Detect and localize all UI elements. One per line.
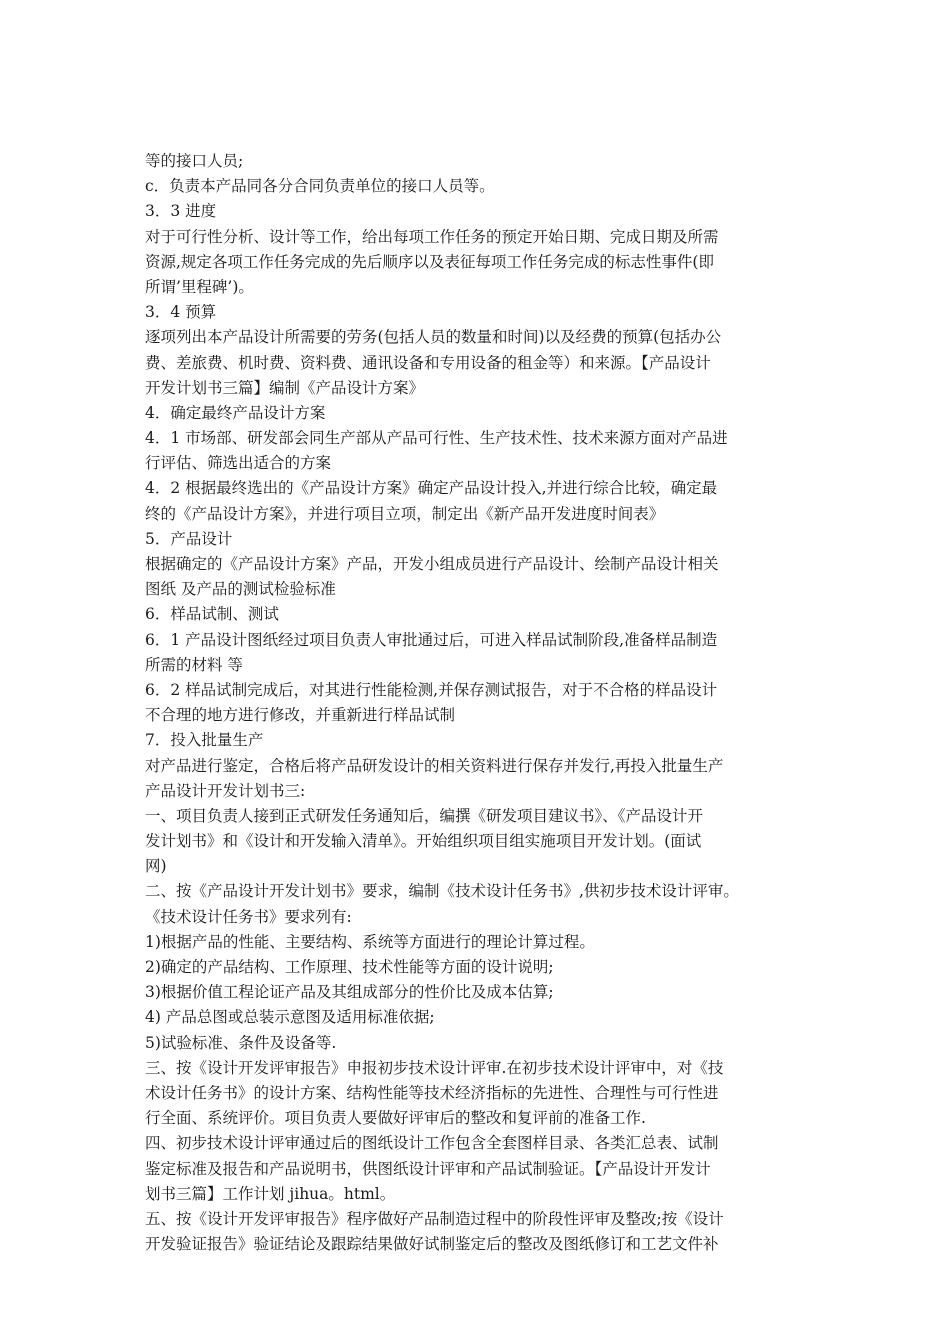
text-line: 资源,规定各项工作任务完成的先后顺序以及表征每项工作任务完成的标志性事件(即 [145,252,714,271]
text-line: 4) 产品总图或总装示意图及适用标准依据; [145,1008,435,1027]
text-line: 图纸 及产品的测试检验标准 [145,580,336,599]
text-line: 行全面、系统评价。项目负责人要做好评审后的整改和复评前的准备工作. [145,1109,646,1128]
text-line: 术设计任务书》的设计方案、结构性能等技术经济指标的先进性、合理性与可行性进 [145,1083,719,1102]
text-line: 行评估、筛选出适合的方案 [145,454,332,473]
text-line: 3．3 进度 [145,202,217,221]
text-line: 对于可行性分析、设计等工作，给出每项工作任务的预定开始日期、完成日期及所需 [145,227,719,246]
text-line: 开发计划书三篇】编制《产品设计方案》 [145,378,425,397]
text-line: 网) [145,857,167,876]
text-line: 终的《产品设计方案》，并进行项目立项，制定出《新产品开发进度时间表》 [145,504,665,523]
text-line: c．负责本产品同各分合同负责单位的接口人员等。 [145,177,495,196]
text-line: 产品设计开发计划书三: [145,781,306,800]
text-line: 3)根据价值工程论证产品及其组成部分的性价比及成本估算; [145,983,554,1002]
text-line: 等的接口人员; [145,152,244,170]
text-line: 《技术设计任务书》要求列有: [145,907,352,926]
text-line: 五、按《设计开发评审报告》程序做好产品制造过程中的阶段性评审及整改;按《设计 [145,1209,724,1228]
text-line: 开发验证报告》验证结论及跟踪结果做好试制鉴定后的整改及图纸修订和工艺文件补 [145,1235,719,1254]
text-line: 3．4 预算 [145,303,217,322]
document-body [145,149,825,1257]
text-line: 一、项目负责人接到正式研发任务通知后，编撰《研发项目建议书》、《产品设计开 [145,806,704,825]
text-line: 6．样品试制、测试 [145,605,279,624]
text-line: 4．1 市场部、研发部会同生产部从产品可行性、生产技术性、技术来源方面对产品进 [145,429,728,448]
text-line: 1)根据产品的性能、主要结构、系统等方面进行的理论计算过程。 [145,932,595,951]
text-line: 四、初步技术设计评审通过后的图纸设计工作包含全套图样目录、各类汇总表、试制 [145,1134,719,1153]
text-line: 所需的材料 等 [145,655,243,674]
text-line: 6．1 产品设计图纸经过项目负责人审批通过后，可进入样品试制阶段,准备样品制造 [145,630,718,649]
text-line: 4．2 根据最终选出的《产品设计方案》确定产品设计投入,并进行综合比较，确定最 [145,479,718,498]
text-line: 5)试验标准、条件及设备等. [145,1033,337,1052]
text-line: 二、按《产品设计开发计划书》要求，编制《技术设计任务书》,供初步技术设计评审。 [145,882,739,901]
text-line: 根据确定的《产品设计方案》产品，开发小组成员进行产品设计、绘制产品设计相关 [145,555,719,573]
text-line: 6．2 样品试制完成后，对其进行性能检测,并保存测试报告，对于不合格的样品设计 [145,680,718,699]
text-line: 费、差旅费、机时费、资料费、通讯设备和专用设备的租金等）和来源。【产品设计 [145,353,711,372]
text-line: 发计划书》和《设计和开发输入清单》。开始组织项目组实施项目开发计划。(面试 [145,832,702,851]
text-line: 所谓’里程碑’)。 [145,277,254,296]
text-line: 7．投入批量生产 [145,731,264,750]
text-line: 不合理的地方进行修改，并重新进行样品试制 [145,706,456,725]
text-line: 鉴定标准及报告和产品说明书，供图纸设计评审和产品试制验证。【产品设计开发计 [145,1159,711,1178]
text-line: 5．产品设计 [145,529,233,548]
text-line: 对产品进行鉴定，合格后将产品研发设计的相关资料进行保存并发行,再投入批量生产 [145,756,724,775]
text-line: 逐项列出本产品设计所需要的劳务(包括人员的数量和时间)以及经费的预算(包括办公 [145,328,722,347]
text-line: 三、按《设计开发评审报告》申报初步技术设计评审.在初步技术设计评审中，对《技 [145,1058,724,1077]
text-line: 4．确定最终产品设计方案 [145,403,326,422]
text-line: 划书三篇】工作计划 jihua。html。 [145,1184,396,1203]
text-line: 2)确定的产品结构、工作原理、技术性能等方面的设计说明; [145,958,554,976]
